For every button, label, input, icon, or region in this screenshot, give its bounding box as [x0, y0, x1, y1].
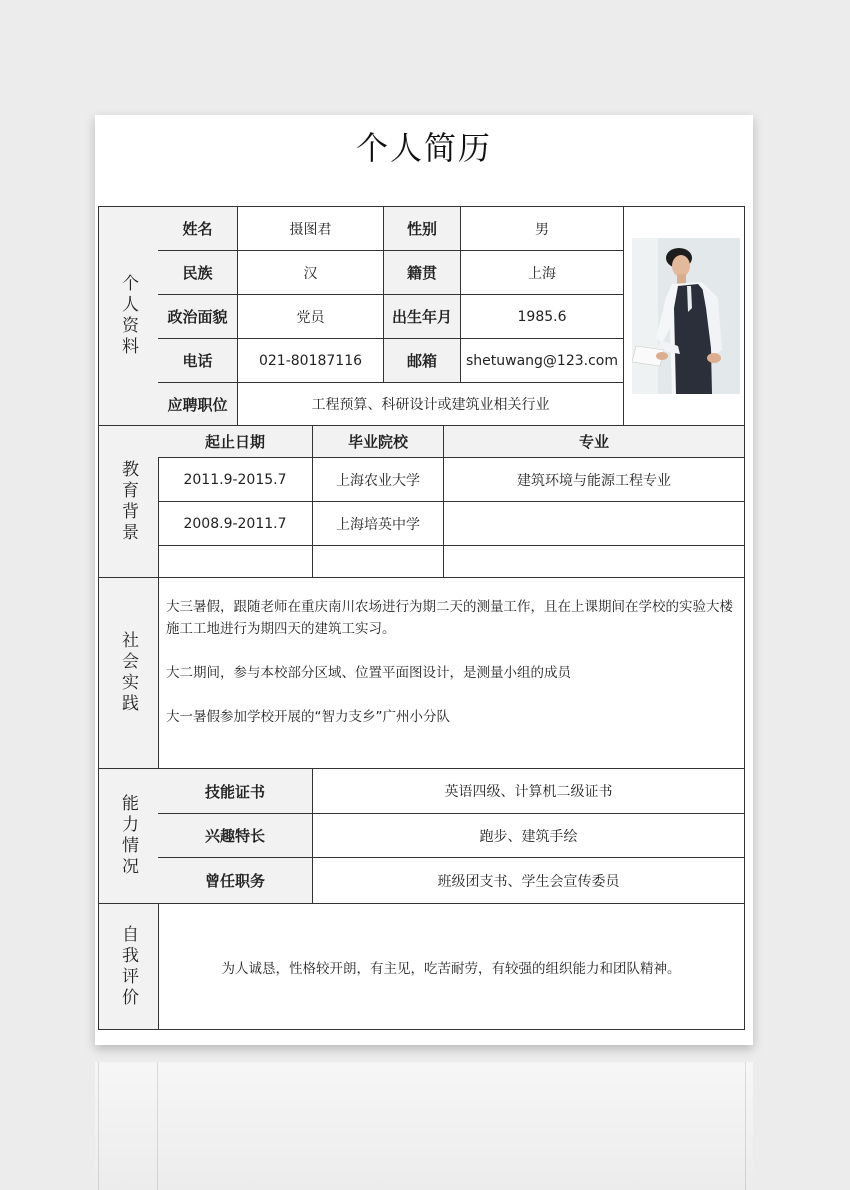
ability-label-cert: 技能证书	[158, 769, 313, 814]
section-label-social: 社会实践	[99, 578, 159, 768]
edu-row-3-school	[313, 546, 444, 577]
gender-value: 男	[461, 207, 624, 251]
native-label: 籍贯	[384, 251, 461, 295]
position-value: 工程预算、科研设计或建筑业相关行业	[238, 383, 624, 425]
edu-row-2-major	[444, 502, 744, 546]
name-value: 摄图君	[238, 207, 384, 251]
social-section	[98, 577, 745, 769]
profile-photo	[632, 238, 740, 394]
phone-value: 021-80187116	[238, 339, 384, 383]
resume-page	[95, 115, 753, 1045]
edu-header-major: 专业	[444, 426, 744, 458]
name-label: 姓名	[158, 207, 238, 251]
birth-value: 1985.6	[461, 295, 624, 339]
ethnicity-value: 汉	[238, 251, 384, 295]
section-label-ability: 能力情况	[99, 769, 159, 903]
gender-label: 性别	[384, 207, 461, 251]
ability-value-hobby: 跑步、建筑手绘	[313, 814, 744, 858]
native-value: 上海	[461, 251, 624, 295]
self-evaluation-text: 为人诚恳，性格较开朗，有主见，吃苦耐劳，有较强的组织能力和团队精神。	[221, 960, 681, 977]
ability-section	[98, 768, 745, 904]
edu-row-3-major	[444, 546, 744, 577]
reflection-line	[745, 1062, 746, 1190]
position-label: 应聘职位	[158, 383, 238, 425]
email-label: 邮箱	[384, 339, 461, 383]
page-reflection	[95, 1062, 753, 1190]
education-section	[98, 425, 745, 578]
politics-value: 党员	[238, 295, 384, 339]
edu-row-1-school: 上海农业大学	[313, 458, 444, 502]
edu-row-1-date: 2011.9-2015.7	[158, 458, 313, 502]
phone-label: 电话	[158, 339, 238, 383]
person-figure-icon	[632, 238, 740, 394]
edu-row-2-school: 上海培英中学	[313, 502, 444, 546]
email-value: shetuwang@123.com	[461, 339, 624, 383]
ability-label-roles: 曾任职务	[158, 858, 313, 903]
ability-value-cert: 英语四级、计算机二级证书	[313, 769, 744, 814]
edu-header-school: 毕业院校	[313, 426, 444, 458]
self-section	[98, 903, 745, 1030]
social-paragraph: 大三暑假，跟随老师在重庆南川农场进行为期二天的测量工作，且在上课期间在学校的实验大楼施工工地进行为期四天的建筑工实习。	[166, 599, 733, 637]
ability-label-hobby: 兴趣特长	[158, 814, 313, 858]
social-paragraph: 大一暑假参加学校开展的“智力支乡”广州小分队	[166, 709, 450, 725]
reflection-line	[98, 1062, 99, 1190]
edu-row-3-date	[158, 546, 313, 577]
edu-header-date: 起止日期	[158, 426, 313, 458]
social-paragraph: 大二期间，参与本校部分区域、位置平面图设计，是测量小组的成员	[166, 665, 571, 681]
section-label-education: 教育背景	[99, 426, 159, 577]
section-label-personal: 个人资料	[99, 207, 159, 425]
reflection-line	[157, 1062, 158, 1190]
edu-row-2-date: 2008.9-2011.7	[158, 502, 313, 546]
politics-label: 政治面貌	[158, 295, 238, 339]
ethnicity-label: 民族	[158, 251, 238, 295]
social-text	[159, 578, 744, 768]
ability-value-roles: 班级团支书、学生会宣传委员	[437, 873, 620, 890]
section-label-self: 自我评价	[99, 904, 159, 1029]
edu-row-1-major: 建筑环境与能源工程专业	[444, 458, 744, 502]
personal-section	[98, 206, 745, 426]
birth-label: 出生年月	[384, 295, 461, 339]
page-title: 个人简历	[355, 129, 492, 167]
